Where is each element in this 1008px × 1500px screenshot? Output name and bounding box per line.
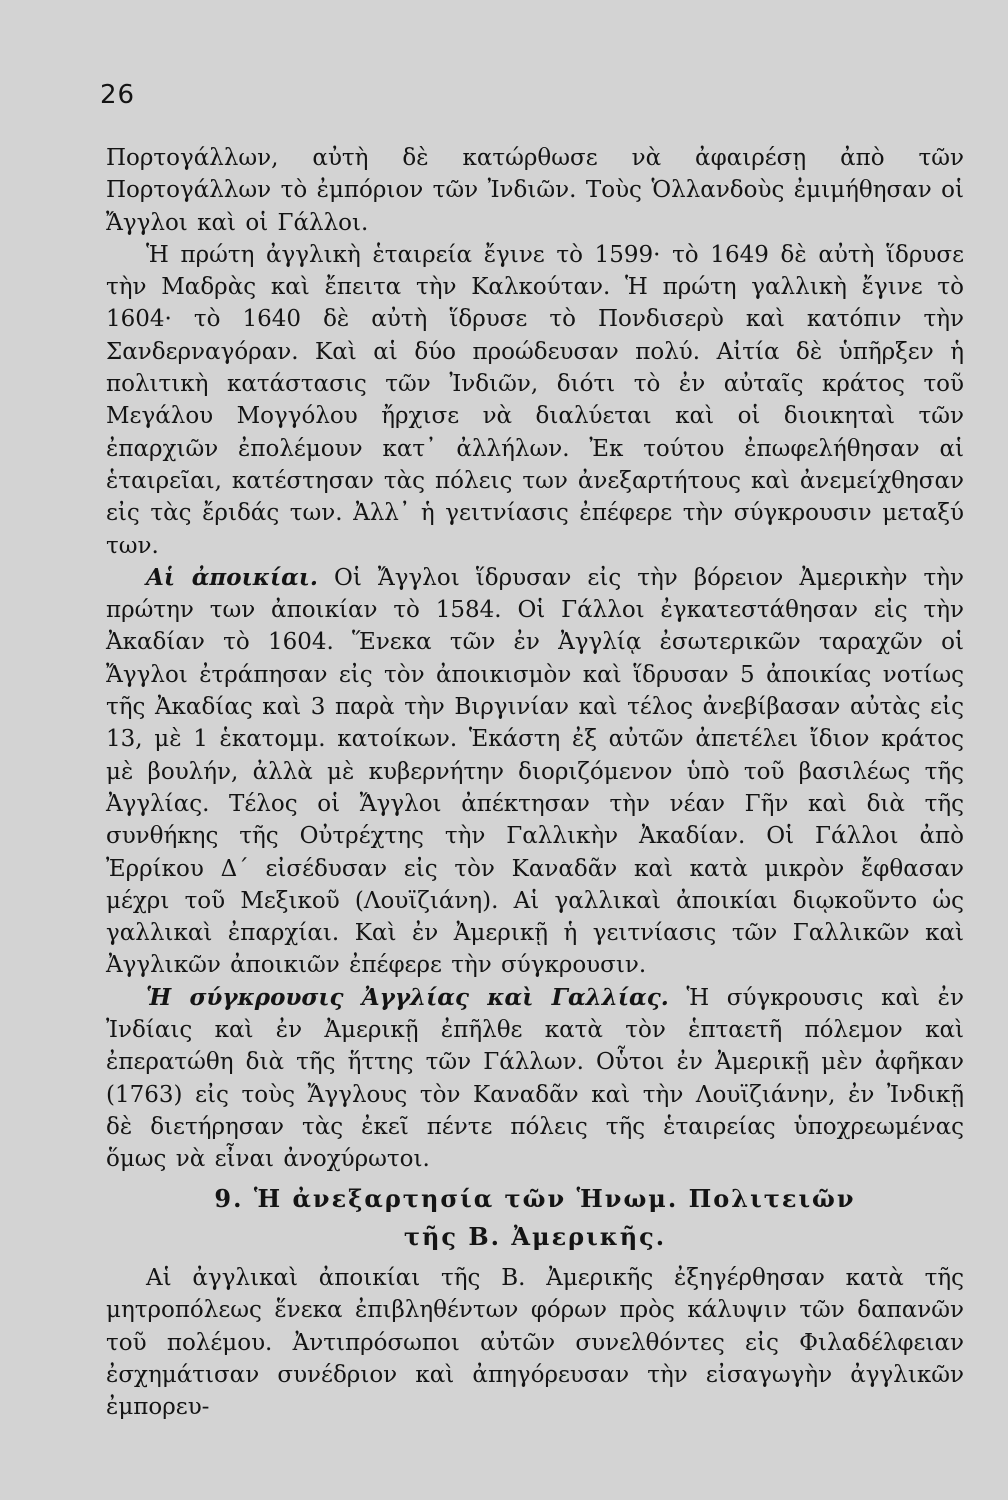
subheading-conflict: Ἡ σύγκρουσις Ἀγγλίας καὶ Γαλλίας. (146, 983, 669, 1011)
paragraph-conflict (106, 982, 964, 1176)
section-title-line-2: τῆς Β. Ἀμερικῆς. (403, 1222, 667, 1251)
text-block-bottom (106, 1262, 964, 1423)
paragraph-independence: Αἱ ἀγγλικαὶ ἀποικίαι τῆς Β. Ἀμερικῆς ἐξηγέρθησαν κατὰ τῆς μητροπόλεως ἕνεκα ἐπιβληθέντων φόρων πρὸς κάλυψιν τῶν δαπανῶν τοῦ πολέμου. Ἀντιπρόσωποι αὐτῶν συνελθόντες εἰς Φιλαδέλφειαν ἐσχημάτισαν συνέδριον καὶ ἀπηγόρευσαν τὴν εἰσαγωγὴν ἀγγλικῶν ἐμπορευ- (106, 1265, 964, 1421)
section-title-line-1: 9. Ἡ ἀνεξαρτησία τῶν Ἡνωμ. Πολιτειῶν (214, 1184, 856, 1213)
conflict-text: Ἡ σύγκρουσις καὶ ἐν Ἰνδίαις καὶ ἐν Ἀμερικῇ ἐπῆλθε κατὰ τὸν ἑπταετῆ πόλεμον καὶ ἐπερατώθη διὰ τῆς ἥττης τῶν Γάλλων. Οὗτοι ἐν Ἀμερικῇ μὲν ἀφῆκαν (1763) εἰς τοὺς Ἄγγλους τὸν Καναδᾶν καὶ τὴν Λουϊζιάνην, ἐν Ἰνδικῇ δὲ διετήρησαν τὰς ἐκεῖ πέντε πόλεις τῆς ἑταιρείας ὑποχρεωμένας ὅμως νὰ εἶναι ἀνοχύρωτοι. (106, 984, 964, 1173)
paragraph-colonies (106, 562, 964, 982)
colonies-text: Οἱ Ἄγγλοι ἵδρυσαν εἰς τὴν βόρειον Ἀμερικὴν τὴν πρώτην των ἀποικίαν τὸ 1584. Οἱ Γάλλοι ἐγκατεστάθησαν εἰς τὴν Ἀκαδίαν τὸ 1604. Ἕνεκα τῶν ἐν Ἀγγλίᾳ ἐσωτερικῶν ταραχῶν οἱ Ἄγγλοι ἐτράπησαν εἰς τὸν ἀποικισμὸν καὶ ἵδρυσαν 5 ἀποικίας νοτίως τῆς Ἀκαδίας καὶ 3 παρὰ τὴν Βιργινίαν καὶ τέλος ἀνεβίβασαν αὐτὰς εἰς 13, μὲ 1 ἑκατομμ. κατοίκων. Ἑκάστη ἐξ αὐτῶν ἀπετέλει ἴδιον κράτος μὲ βουλήν, ἀλλὰ μὲ κυβερνήτην διοριζόμενον ὑπὸ τοῦ βασιλέως τῆς Ἀγγλίας. Τέλος οἱ Ἄγγλοι ἀπέκτησαν τὴν νέαν Γῆν καὶ διὰ τῆς συνθήκης τῆς Οὐτρέχτης τὴν Γαλλικὴν Ἀκαδίαν. Οἱ Γάλλοι ἀπὸ Ἐρρίκου Δ΄ εἰσέδυσαν εἰς τὸν Καναδᾶν καὶ κατὰ μικρὸν ἔφθασαν μέχρι τοῦ Μεξικοῦ (Λουϊζιάνη). Αἱ γαλλικαὶ ἀποικίαι διῳκοῦντο ὡς γαλλικαὶ ἐπαρχίαι. Καὶ ἐν Ἀμερικῇ ἡ γειτνίασις τῶν Γαλλικῶν καὶ Ἀγγλικῶν ἀποικιῶν ἐπέφερε τὴν σύγκρουσιν. (106, 564, 965, 979)
section-heading (106, 1180, 964, 1256)
paragraph-companies: Ἡ πρώτη ἀγγλικὴ ἑταιρεία ἔγινε τὸ 1599· τὸ 1649 δὲ αὐτὴ ἵδρυσε τὴν Μαδρὰς καὶ ἔπειτα τὴν Καλκούταν. Ἡ πρώτη γαλλικὴ ἔγινε τὸ 1604· τὸ 1640 δὲ αὐτὴ ἵδρυσε τὸ Πονδισερὺ καὶ κατόπιν τὴν Σανδερναγόραν. Καὶ αἱ δύο προώδευσαν πολύ. Αἰτία δὲ ὑπῆρξεν ἡ πολιτικὴ κατάστασις τῶν Ἰνδιῶν, διότι τὸ ἐν αὐταῖς κράτος τοῦ Μεγάλου Μογγόλου ἤρχισε νὰ διαλύεται καὶ οἱ διοικηταὶ τῶν ἐπαρχιῶν ἐπολέμουν κατ᾽ ἀλλήλων. Ἐκ τούτου ἐπωφελήθησαν αἱ ἑταιρεῖαι, κατέστησαν τὰς πόλεις των ἀνεξαρτήτους καὶ ἀνεμείχθησαν εἰς τὰς ἔριδάς των. Ἀλλ᾽ ἡ γειτνίασις ἐπέφερε τὴν σύγκρουσιν μεταξύ των. (106, 241, 964, 559)
page-number: 26 (100, 80, 136, 110)
text-block-top (106, 142, 964, 1176)
subheading-colonies: Αἱ ἀποικίαι. (146, 563, 318, 591)
paragraph-intro: Πορτογάλλων, αὐτὴ δὲ κατώρθωσε νὰ ἀφαιρέσῃ ἀπὸ τῶν Πορτογάλλων τὸ ἐμπόριον τῶν Ἰνδιῶν. Τοὺς Ὁλλανδοὺς ἐμιμήθησαν οἱ Ἄγγλοι καὶ οἱ Γάλλοι. (106, 145, 964, 236)
